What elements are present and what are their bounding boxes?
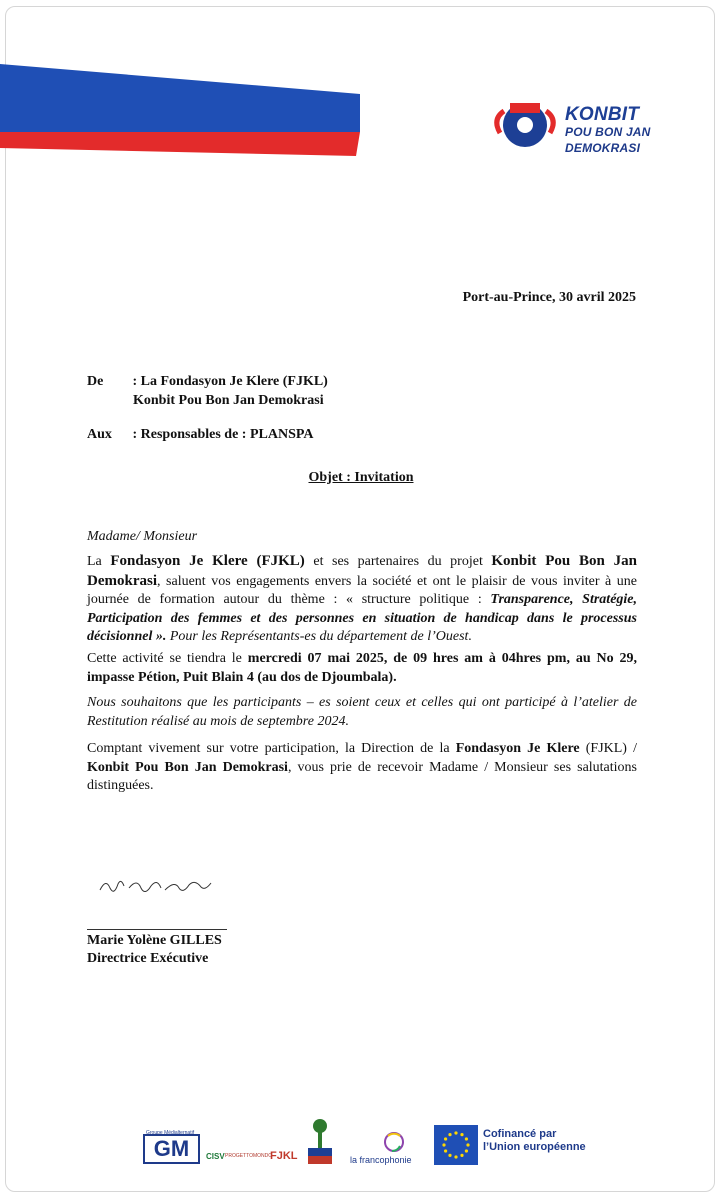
paragraph-1	[87, 552, 637, 647]
logo-line-2: POU BON JAN	[565, 125, 651, 139]
fjkl-logo: FJKL	[270, 1150, 298, 1162]
paragraph-3: Nous souhaitons que les participants – es soient ceux et celles qui ont participé à l’atelier de Restitution réalisé au mois de septembre 2024.	[87, 695, 637, 729]
progettomondo-logo: PROGETTOMONDO	[225, 1153, 273, 1159]
paragraph-2	[87, 650, 637, 687]
to-value: : Responsables de : PLANSPA	[132, 427, 314, 442]
cisv-logo: CISV	[206, 1152, 225, 1161]
header-banner	[0, 60, 360, 160]
from-value-line2: Konbit Pou Bon Jan Demokrasi	[133, 393, 324, 408]
p1-theme: Transparence, Stratégie, Participation des femmes et des personnes en situation de handicap dans le processus décisionnel ».	[87, 592, 638, 644]
logo-line-1: KONBIT	[565, 104, 640, 125]
letter-date: Port-au-Prince, 30 avril 2025	[462, 290, 636, 305]
p1-org-name: Fondasyon Je Klere (FJKL)	[110, 553, 305, 569]
p2-text-a: Cette activité se tiendra le	[87, 651, 248, 666]
p1-text-e: , saluent vos engagements envers la société et ont le plaisir de vous inviter à une journée de formation autour du thème : « structure politique :	[87, 573, 637, 607]
p4-text-c: (FJKL) /	[579, 741, 637, 756]
p4-text-a: Comptant vivement sur votre participation, la Direction de la	[87, 741, 456, 756]
p4-text-e: , vous prie de recevoir Madame / Monsieur ses salutations distinguées.	[87, 759, 638, 793]
signer-title: Directrice Exécutive	[87, 951, 209, 966]
to-label: Aux	[87, 427, 112, 442]
haiti-coat-of-arms-icon	[305, 1118, 335, 1166]
p1-text-a: La	[87, 554, 111, 569]
from-label: De	[87, 374, 104, 389]
p1-text-c: et ses partenaires du projet	[304, 554, 492, 569]
handwritten-signature-icon	[95, 870, 235, 900]
gm-caption: Groupe Médialternatif	[146, 1130, 195, 1136]
francophonie-logo-text: la francophonie	[350, 1155, 412, 1165]
eu-text-line1: Cofinancé par	[483, 1128, 557, 1140]
p1-audience: Pour les Représentants-es du département de l’Ouest.	[166, 629, 472, 644]
from-field	[87, 374, 328, 390]
paragraph-4	[87, 740, 637, 796]
p4-project-name: Konbit Pou Bon Jan Demokrasi	[87, 759, 288, 775]
salutation: Madame/ Monsieur	[87, 529, 198, 544]
signer-name: Marie Yolène GILLES	[87, 933, 222, 948]
eu-flag-icon	[434, 1125, 478, 1165]
p2-date-venue: mercredi 07 mai 2025, de 09 hres am à 04hres pm, au No 29, impasse Pétion, Puit Blain 4 (au dos de Djoumbala).	[87, 651, 637, 685]
gm-logo: GM	[143, 1134, 200, 1164]
logo-line-3: DEMOKRASI	[565, 141, 641, 155]
p1-project-name: Konbit Pou Bon Jan Demokrasi	[87, 553, 638, 589]
signature-line	[87, 929, 227, 930]
subject-line: Objet : Invitation	[308, 470, 414, 485]
eu-cofunding-text	[483, 1128, 586, 1154]
to-field	[87, 427, 313, 443]
from-value: : La Fondasyon Je Klere (FJKL)	[132, 374, 328, 389]
eu-text-line2: l’Union européenne	[483, 1141, 586, 1153]
p4-org-name: Fondasyon Je Klere	[455, 741, 580, 756]
